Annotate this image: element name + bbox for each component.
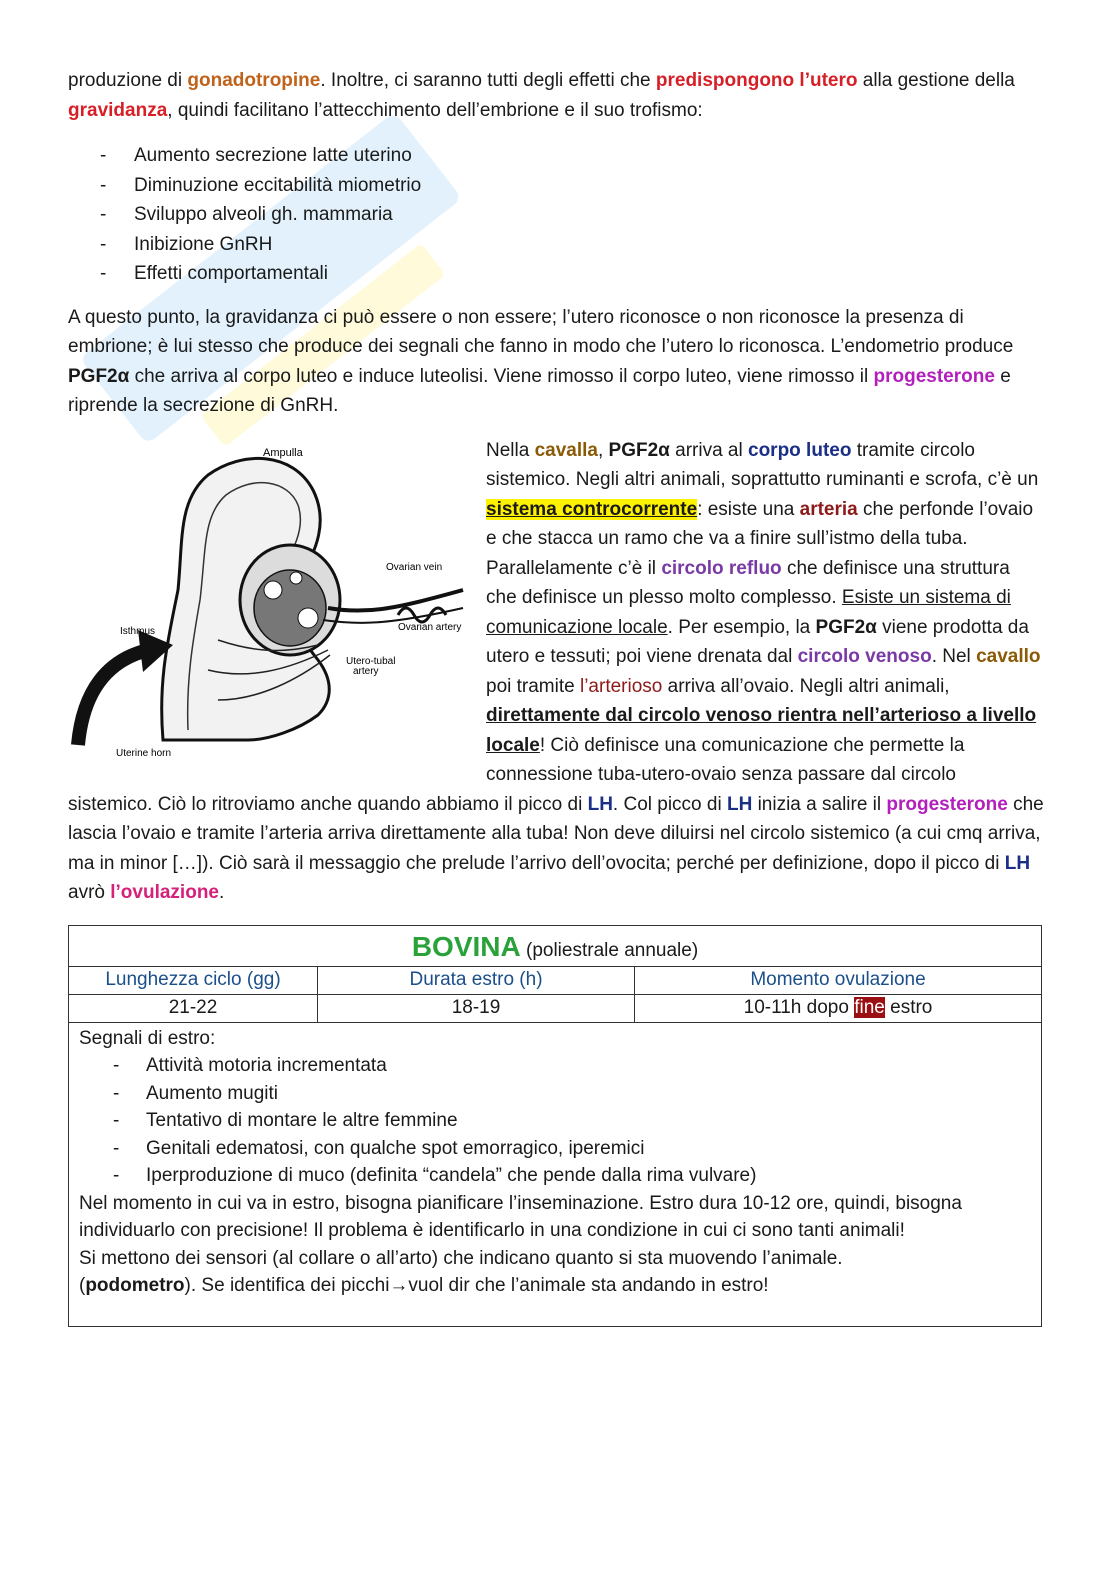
text: estro (884, 997, 933, 1018)
term-progesterone: progesterone (886, 793, 1008, 815)
text: tramite circolo sistemico. Negli altri animali, soprattutto ruminanti e scrofa, c’è un (486, 439, 1039, 490)
header-cell: Durata estro (h) (318, 966, 635, 994)
follicle (290, 572, 302, 584)
text: 10-11h dopo (743, 997, 855, 1018)
bovina-table (68, 925, 1042, 1327)
text: viene prodotta da utero e tessuti; poi viene drenata dal (486, 616, 1029, 667)
text: che lascia l’ovaio e tramite l’arteria arriva direttamente alla tuba! Non deve diluirsi nel circolo sistemico (a cui cmq arriva, ma in minor […]). Ciò sarà il messaggio che prelude l’arrivo dell’ovocita; perché per definizione, dopo il picco di (68, 793, 1044, 874)
follicle (298, 608, 318, 628)
text: . Per esempio, la (667, 616, 816, 638)
header-cell: Lunghezza ciclo (gg) (69, 966, 318, 994)
list-item: - Inibizione GnRH (68, 230, 1044, 260)
text: poi tramite (486, 675, 580, 697)
list-item: - Sviluppo alveoli gh. mammaria (68, 200, 1044, 230)
term-circolo-venoso: circolo venoso (797, 646, 932, 667)
label-uterine-horn: Uterine horn (116, 747, 172, 759)
signals-label: Segnali di estro: (79, 1027, 216, 1049)
term-ovulazione: l’ovulazione (110, 882, 219, 903)
table-cell-ovulazione (635, 994, 1042, 1022)
term-pgf2a: PGF2α (815, 616, 877, 638)
text: . Inoltre, ci saranno tutti degli effetti che (320, 70, 656, 91)
table-header-row (69, 966, 1042, 994)
term-sistema-controcorrente: sistema controcorrente (486, 498, 698, 520)
ovary-tube-diagram (68, 440, 468, 770)
term-gravidanza: gravidanza (68, 99, 168, 121)
text: produzione di (68, 70, 188, 91)
term-cavallo: cavallo (976, 646, 1041, 667)
list-item: - Tentativo di montare le altre femmine (79, 1107, 1031, 1135)
ovary-core (254, 570, 326, 646)
list-item: - Genitali edematosi, con qualche spot emorragico, iperemici (79, 1135, 1031, 1163)
table-cell: 18-19 (318, 994, 635, 1022)
direction-arrow (78, 650, 148, 745)
term-pgf2a: PGF2α (68, 365, 130, 387)
list-item: - Aumento mugiti (79, 1080, 1031, 1108)
term-arteria: arteria (799, 498, 858, 520)
label-ovarian-artery: Ovarian artery (398, 621, 462, 633)
text: arriva all’ovaio. Negli altri animali, (662, 675, 950, 697)
follicle (264, 581, 282, 599)
term-progesterone: progesterone (873, 365, 995, 387)
page-content (68, 66, 1044, 1327)
term-predispongono: predispongono l’utero (655, 70, 858, 91)
table-cell: 21-22 (69, 994, 318, 1022)
text: , (597, 439, 609, 461)
label-ampulla: Ampulla (263, 446, 303, 459)
table-body-cell (69, 1022, 1042, 1326)
label-utero-tubal: Utero-tubal (346, 655, 396, 667)
signals-list (79, 1052, 1031, 1190)
label-utero-tubal-artery: artery (353, 665, 379, 677)
term-comunicazione-locale: Esiste un sistema di comunicazione locale (486, 587, 1011, 638)
label-isthmus: Isthmus (120, 625, 156, 637)
paragraph-inseminazione: Nel momento in cui va in estro, bisogna pianificare l’inseminazione. Estro dura 10-12 ore, quindi, bisogna individuarlo con precisione! Il problema è identificarlo in una condizione in cui ci sono tanti animali! (79, 1192, 962, 1241)
text: ! Ciò definisce una comunicazione che permette la connessione tuba-utero-ovaio senza passare dal circolo sistemico. Ciò lo ritroviamo anche quando abbiamo il picco di (68, 734, 965, 815)
table-row (69, 994, 1042, 1022)
term-corpo-luteo: corpo luteo (748, 439, 852, 461)
table-subtitle: (poliestrale annuale) (520, 939, 699, 961)
list-item: - Aumento secrezione latte uterino (68, 141, 1044, 171)
term-lh: LH (1004, 852, 1031, 874)
text: avrò (68, 882, 111, 903)
term-fine: fine (854, 997, 885, 1018)
paragraph-recognition (68, 303, 1044, 421)
anatomy-figure (68, 440, 468, 775)
text: ( (79, 1275, 86, 1296)
term-podometro: podometro (85, 1275, 185, 1296)
label-ovarian-vein: Ovarian vein (386, 561, 443, 573)
header-cell: Momento ovulazione (635, 966, 1042, 994)
text: : esiste una (697, 498, 800, 520)
text: e riprende la secrezione di GnRH. (68, 365, 1011, 416)
table-title-cell (69, 925, 1042, 966)
text: . Col picco di (612, 793, 727, 815)
text: che arriva al corpo luteo e induce luteolisi. Viene rimosso il corpo luteo, viene rimosso il (129, 365, 874, 387)
text: Nella (486, 439, 535, 461)
term-gonadotropine: gonadotropine (187, 70, 321, 91)
term-arterioso: l’arterioso (579, 675, 663, 697)
paragraph-podometro (79, 1272, 1031, 1300)
list-item: - Iperproduzione di muco (definita “candela” che pende dalla rima vulvare) (79, 1162, 1031, 1190)
ovarian-vein-line (328, 590, 463, 611)
term-pgf2a: PGF2α (608, 439, 670, 461)
text: A questo punto, la gravidanza ci può essere o non essere; l’utero riconosce o non riconosce la presenza di embrione; è lui stesso che produce dei segnali che fanno in modo che l’utero lo riconosca. L’endometrio produce (68, 306, 1014, 357)
text: , quindi facilitano l’attecchimento dell’embrione e il suo trofismo: (167, 99, 703, 121)
text: che perfonde l’ovaio e che stacca un ramo che va a finire sull’istmo della tuba. Parallelamente c’è il (486, 498, 1034, 579)
list-item: - Attività motoria incrementata (79, 1052, 1031, 1080)
text: inizia a salire il (752, 793, 887, 815)
figure-text-block (68, 436, 1044, 908)
text: che definisce una struttura che definisce un plesso molto complesso. (486, 557, 1010, 608)
text: . Nel (931, 646, 977, 667)
effects-list (68, 141, 1044, 289)
term-direttamente: direttamente dal circolo venoso rientra nell’arterioso a livello locale (486, 705, 1037, 756)
paragraph-intro (68, 66, 1044, 125)
list-item: - Effetti comportamentali (68, 259, 1044, 289)
term-circolo-refluo: circolo refluo (661, 557, 782, 579)
text: . (219, 882, 225, 903)
paragraph-sensori: Si mettono dei sensori (al collare o all’arto) che indicano quanto si sta muovendo l’animale. (79, 1247, 843, 1269)
table-title: BOVINA (411, 930, 521, 962)
term-cavalla: cavalla (534, 439, 598, 461)
text: ). Se identifica dei picchi→vuol dir che l’animale sta andando in estro! (184, 1275, 769, 1296)
text: alla gestione della (857, 70, 1015, 91)
term-lh: LH (587, 793, 613, 815)
text: arriva al (669, 439, 748, 461)
list-item: - Diminuzione eccitabilità miometrio (68, 171, 1044, 201)
term-lh: LH (726, 793, 753, 815)
